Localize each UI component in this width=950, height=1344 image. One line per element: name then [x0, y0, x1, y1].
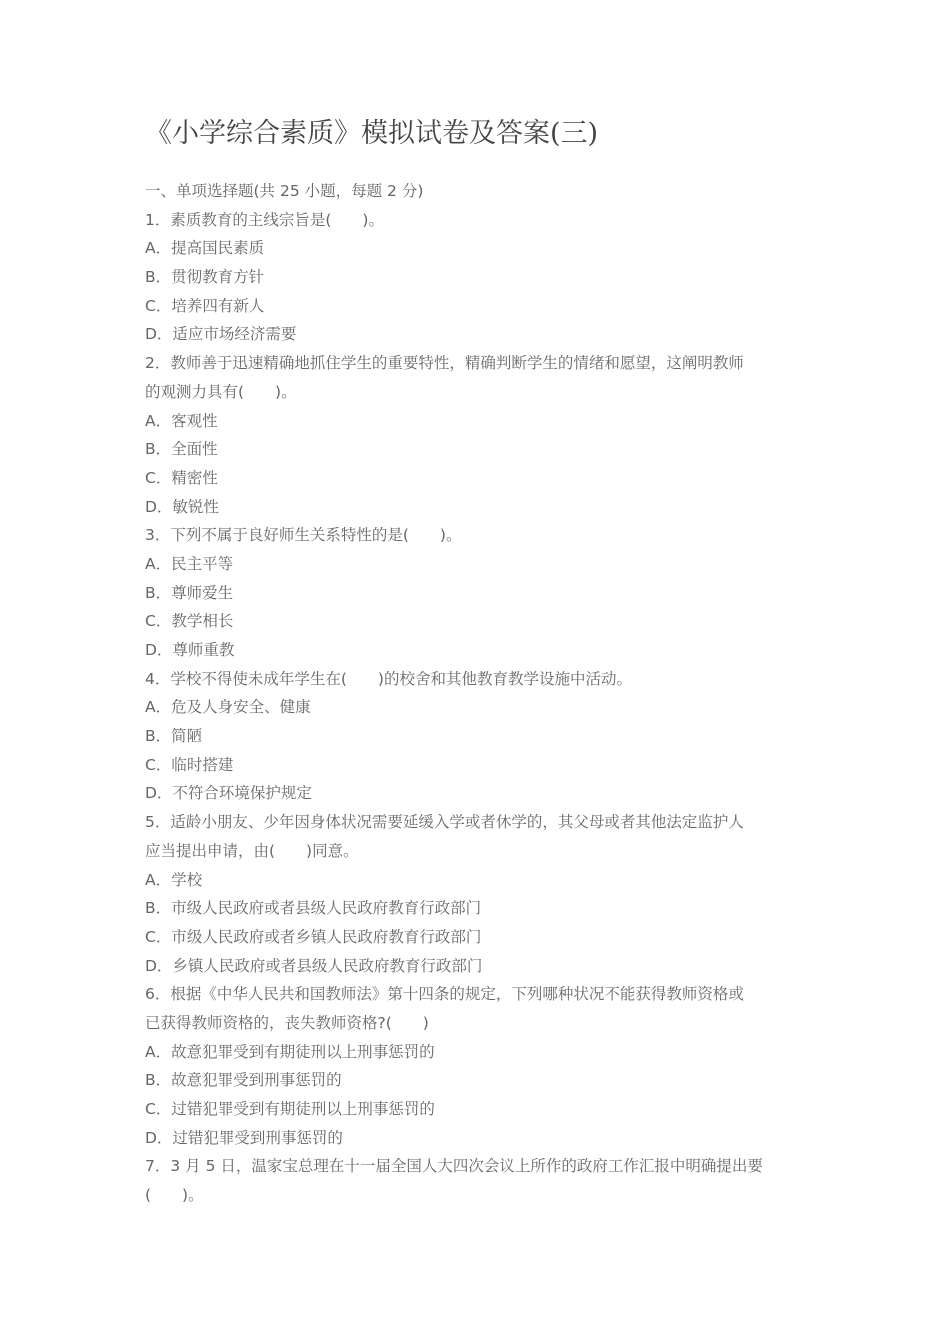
question-1-option-b: B．贯彻教育方针	[145, 268, 265, 287]
question-2-continued: 的观测力具有( )。	[145, 382, 297, 401]
question-7-continued: ( )。	[145, 1186, 204, 1205]
document-title: 《小学综合素质》模拟试卷及答案(三)	[145, 118, 599, 149]
question-4-option-d: D．不符合环境保护规定	[145, 784, 312, 803]
question-6-option-c: C．过错犯罪受到有期徒刑以上刑事惩罚的	[145, 1100, 435, 1118]
question-5-continued: 应当提出申请，由( )同意。	[145, 841, 359, 860]
question-5-option-d: D．乡镇人民政府或者县级人民政府教育行政部门	[145, 956, 483, 975]
question-1-option-a: A．提高国民素质	[145, 239, 265, 258]
question-6-option-d: D．过错犯罪受到刑事惩罚的	[145, 1128, 343, 1147]
question-7: 7．3 月 5 日，温家宝总理在十一届全国人大四次会议上所作的政府工作汇报中明确提出要	[145, 1157, 763, 1176]
question-2-option-c: C．精密性	[145, 468, 218, 487]
question-6: 6．根据《中华人民共和国教师法》第十四条的规定，下列哪种状况不能获得教师资格或	[145, 985, 744, 1004]
question-4: 4．学校不得使未成年学生在( )的校舍和其他教育教学设施中活动。	[145, 669, 632, 688]
question-2-option-a: A．客观性	[145, 411, 218, 430]
question-3: 3．下列不属于良好师生关系特性的是( )。	[145, 526, 462, 545]
question-6-option-a: A．故意犯罪受到有期徒刑以上刑事惩罚的	[145, 1042, 435, 1061]
question-1-option-d: D．适应市场经济需要	[145, 325, 297, 344]
question-5-option-a: A．学校	[145, 870, 203, 889]
question-6-option-b: B．故意犯罪受到刑事惩罚的	[145, 1071, 342, 1090]
question-4-option-c: C．临时搭建	[145, 755, 234, 774]
question-3-option-c: C．教学相长	[145, 612, 234, 631]
question-3-option-b: B．尊师爱生	[145, 583, 234, 602]
question-6-continued: 已获得教师资格的，丧失教师资格?( )	[145, 1013, 429, 1032]
question-1-option-c: C．培养四有新人	[145, 296, 265, 315]
question-4-option-a: A．危及人身安全、健康	[145, 698, 311, 717]
question-5: 5．适龄小朋友、少年因身体状况需要延缓入学或者休学的，其父母或者其他法定监护人	[145, 813, 744, 832]
question-5-option-b: B．市级人民政府或者县级人民政府教育行政部门	[145, 899, 482, 918]
question-1: 1．素质教育的主线宗旨是( )。	[145, 210, 384, 229]
question-2-option-d: D．敏锐性	[145, 497, 219, 516]
question-3-option-a: A．民主平等	[145, 554, 234, 573]
document-body	[145, 177, 810, 1210]
question-4-option-b: B．简陋	[145, 727, 203, 746]
question-2-option-b: B．全面性	[145, 440, 218, 459]
section-heading: 一、单项选择题(共 25 小题，每题 2 分)	[145, 182, 424, 200]
question-5-option-c: C．市级人民政府或者乡镇人民政府教育行政部门	[145, 927, 482, 946]
question-2: 2．教师善于迅速精确地抓住学生的重要特性，精确判断学生的情绪和愿望，这阐明教师	[145, 354, 744, 373]
question-3-option-d: D．尊师重教	[145, 641, 235, 659]
